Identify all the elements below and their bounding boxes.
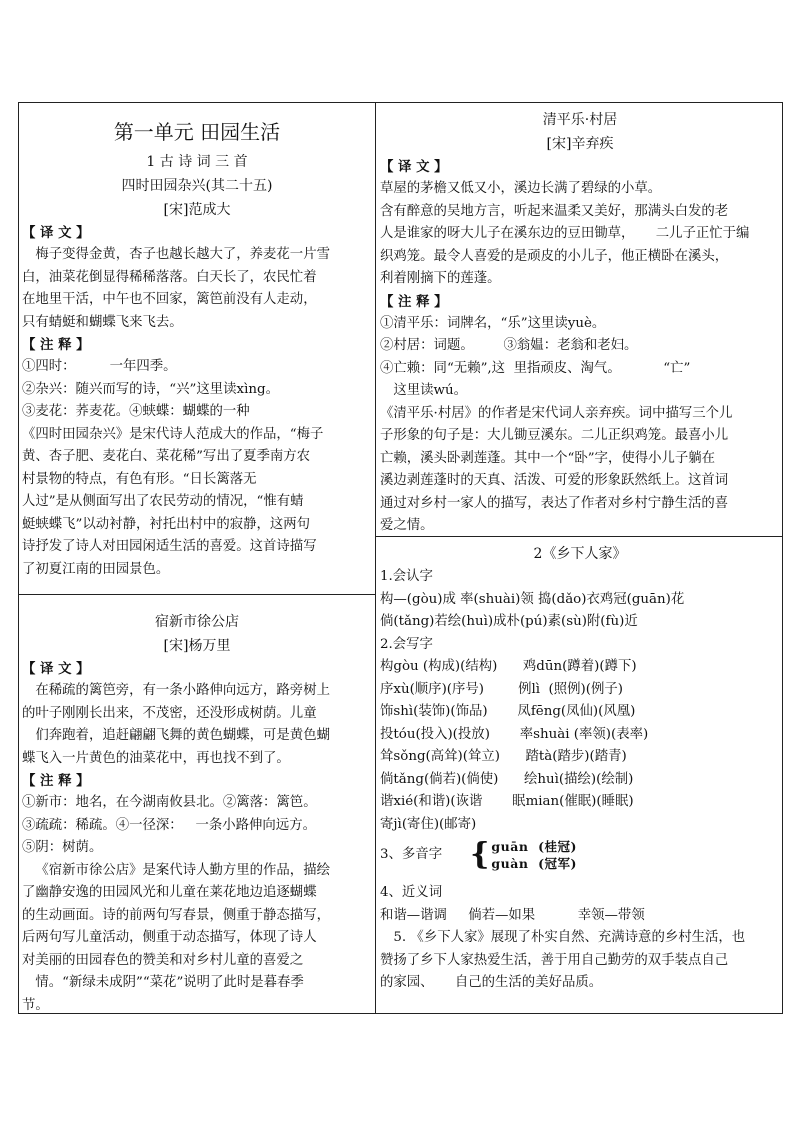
analysis-line: 子形象的句子是：大儿锄豆溪东。二儿正织鸡笼。最喜小儿 [380, 428, 729, 443]
translation-line: 利着刚摘下的莲蓬。 [380, 271, 501, 286]
analysis-line: 人过”是从侧面写出了农民劳动的情况，“惟有蜻 [22, 494, 304, 509]
notes-heading: 【 注 释 】 [22, 773, 90, 789]
translation-heading: 【 译 文 】 [22, 661, 90, 677]
lesson-title: 1 古 诗 词 三 首 [146, 154, 248, 170]
translation-heading: 【 译 文 】 [380, 159, 448, 175]
write-line: 构gòu (构成)(结构) 鸡dūn(蹲着)(蹲下) [380, 659, 637, 674]
notes-heading: 【 注 释 】 [380, 293, 448, 310]
write-line: 饰shì(装饰)(饰品) 凤fēng(凤仙)(风凰) [380, 704, 636, 719]
cell-xiangxia-renjia [380, 540, 780, 1010]
polyphone-readings [491, 838, 577, 872]
analysis-line: 蜓蛱蝶飞”以动衬静，衬托出村中的寂静，这两句 [22, 516, 311, 532]
summary-line: 的家园、 自己的生活的美好品质。 [380, 975, 603, 990]
recognize-line: 倘(tǎng)若绘(huì)成朴(pú)素(sù)附(fù)近 [380, 614, 638, 629]
notes-heading: 【 注 释 】 [22, 337, 90, 353]
analysis-line: 《四时田园杂兴》是宋代诗人范成大的作品，“梅子 [22, 426, 324, 442]
analysis-line: 《清平乐·村居》的作者是宋代词人亲弃疾。词中描写三个儿 [380, 405, 733, 421]
analysis-line: 村景物的特点，有色有形。“日长篱落无 [22, 471, 257, 487]
translation-line: 蝶飞入一片黄色的油菜花中，再也找不到了。 [22, 750, 290, 766]
translation-line: 在稀疏的篱笆旁，有一条小路伸向远方，路旁树上 [35, 683, 330, 698]
analysis-line: 黄、杏子肥、麦花白、菜花稀”写出了夏季南方农 [22, 449, 311, 464]
analysis-line: 了初夏江南的田园景色。 [22, 561, 170, 577]
synonym-line: 和谐—谐调 倘若—如果 幸领—带领 [380, 907, 645, 923]
translation-line: 白，油菜花倒显得稀稀落落。白天长了，农民忙着 [22, 269, 317, 285]
poem-author: [宋]杨万里 [163, 638, 231, 654]
note-line: ⑤阴：树荫。 [22, 840, 103, 855]
analysis-line: 通过对乡村一家人的描写，表达了作者对乡村宁静生活的喜 [380, 495, 729, 511]
analysis-line: 情。“新绿未成阴”“菜花”说明了此时是暮春季 [35, 975, 304, 990]
translation-line: 织鸡笼。最令人喜爱的是顽皮的小儿子，他正横卧在溪头， [380, 248, 729, 264]
cell-tianyuan-zaxing [22, 106, 372, 592]
polyphone-heading: 3、多音字 [380, 846, 443, 862]
analysis-line: 节。 [22, 997, 49, 1012]
translation-line: 草屋的茅檐又低又小，溪边长满了碧绿的小草。 [380, 181, 662, 196]
translation-line: 在地里干活，中午也不回家，篱笆前没有人走动， [22, 292, 317, 307]
column-divider [375, 102, 376, 1014]
write-line: 耸sǒng(高耸)(耸立) 踏tà(踏步)(踏青) [380, 749, 627, 764]
note-line: ①四时： 一年四季。 [22, 359, 177, 374]
polyphone-block [380, 838, 780, 872]
write-line: 谐xié(和谐)(诙谐 眠mian(催眠)(睡眠) [380, 794, 634, 809]
note-line: ②村居：词题。 ③翁媪：老翁和老妇。 [380, 338, 638, 353]
analysis-line: 了幽静安逸的田园风光和儿童在莱花地边追逐蝴蝶 [22, 885, 317, 900]
cell-qingpingle-cunju [380, 106, 780, 534]
note-line: 这里读wú。 [393, 383, 468, 398]
translation-line: 人是谁家的呀大儿子在溪东边的豆田锄草， 二儿子正忙于编 [380, 226, 750, 241]
poem-title: 四时田园杂兴(其二十五) [121, 178, 273, 194]
note-line: ③疏疏：稀疏。④一径深： 一条小路伸向远方。 [22, 817, 316, 833]
poem-author: [宋]范成大 [163, 202, 231, 218]
analysis-line: 溪边剥莲蓬时的天真、活泼、可爱的形象跃然纸上。这首词 [380, 473, 729, 488]
write-line: 投tóu(投入)(投放) 率shuài (率领)(表率) [380, 726, 649, 742]
cell-xinshi-xugongdian [22, 598, 372, 1012]
poem-title: 清平乐·村居 [542, 112, 618, 128]
polyphone-reading: guàn (冠军) [491, 856, 577, 871]
analysis-line: 诗抒发了诗人对田园闲适生活的喜爱。这首诗描写 [22, 539, 317, 554]
translation-line: 梅子变得金黄，杏子也越长越大了，养麦花一片雪 [35, 247, 330, 262]
left-row-divider [18, 594, 376, 595]
translation-line: 的叶子刚刚长出来，不茂密，还没形成树荫。儿童 [22, 705, 317, 721]
note-line: ②杂兴：随兴而写的诗，“兴”这里读xìng。 [22, 381, 279, 397]
poem-author: [宋]辛弃疾 [546, 136, 614, 152]
recognize-heading: 1.会认字 [380, 569, 433, 584]
summary-line: 赞扬了乡下人家热爱生活，善于用自己勤劳的双手装点自己 [380, 952, 729, 968]
synonym-heading: 4、近义词 [380, 885, 443, 900]
lesson-title: 2《乡下人家》 [533, 546, 627, 562]
write-line: 序xù(顺序)(序号) 例lì (照例)(例子) [380, 681, 624, 697]
brace-icon: { [470, 837, 490, 872]
analysis-line: 后两句写儿童活动，侧重于动态描写，体现了诗人 [22, 930, 317, 945]
analysis-line: 爱之情。 [380, 518, 434, 533]
unit-title: 第一单元 田园生活 [113, 120, 281, 144]
translation-line: 含有醉意的吴地方言，听起来温柔又美好，那满头白发的老 [380, 203, 729, 219]
note-line: ④亡赖：同“无赖”,这 里指顽皮、淘气。 “亡” [380, 360, 691, 376]
write-heading: 2.会写字 [380, 636, 433, 652]
summary-line: 5. 《乡下人家》展现了朴实自然、充满诗意的乡村生活，也 [393, 930, 746, 945]
poem-title: 宿新市徐公店 [155, 614, 239, 630]
analysis-line: 亡赖，溪头卧剥莲蓬。其中一个“卧”字，使得小儿子躺在 [380, 450, 716, 466]
translation-line: 们奔跑着，追赶翩翩飞舞的黄色蝴蝶，可是黄色蝴 [35, 728, 330, 743]
analysis-line: 《宿新市徐公店》是案代诗人勤方里的作品，描绘 [35, 862, 330, 878]
note-line: ①清平乐：词牌名，“乐”这里读yuè。 [380, 315, 606, 331]
analysis-line: 对美丽的田园春色的赞美和对乡村儿童的喜爱之 [22, 952, 304, 968]
polyphone-reading: guān (桂冠) [491, 839, 577, 854]
recognize-line: 构—(gòu)成 率(shuài)领 捣(dǎo)衣鸡冠(guān)花 [380, 591, 685, 607]
note-line: ①新市：地名，在今湖南攸县北。②篱落：篱笆。 [22, 795, 317, 810]
analysis-line: 的生动画面。诗的前两句写春景，侧重于静态描写， [22, 907, 330, 923]
write-line: 寄jì(寄住)(邮寄) [380, 816, 477, 832]
note-line: ③麦花：荞麦花。④蛱蝶：蝴蝶的一种 [22, 404, 250, 419]
right-row-divider [376, 536, 783, 537]
translation-heading: 【 译 文 】 [22, 225, 90, 241]
translation-line: 只有蜻蜓和蝴蝶飞来飞去。 [22, 314, 183, 330]
write-line: 倘tǎng(倘若)(倘使) 绘huì(描绘)(绘制) [380, 771, 634, 787]
